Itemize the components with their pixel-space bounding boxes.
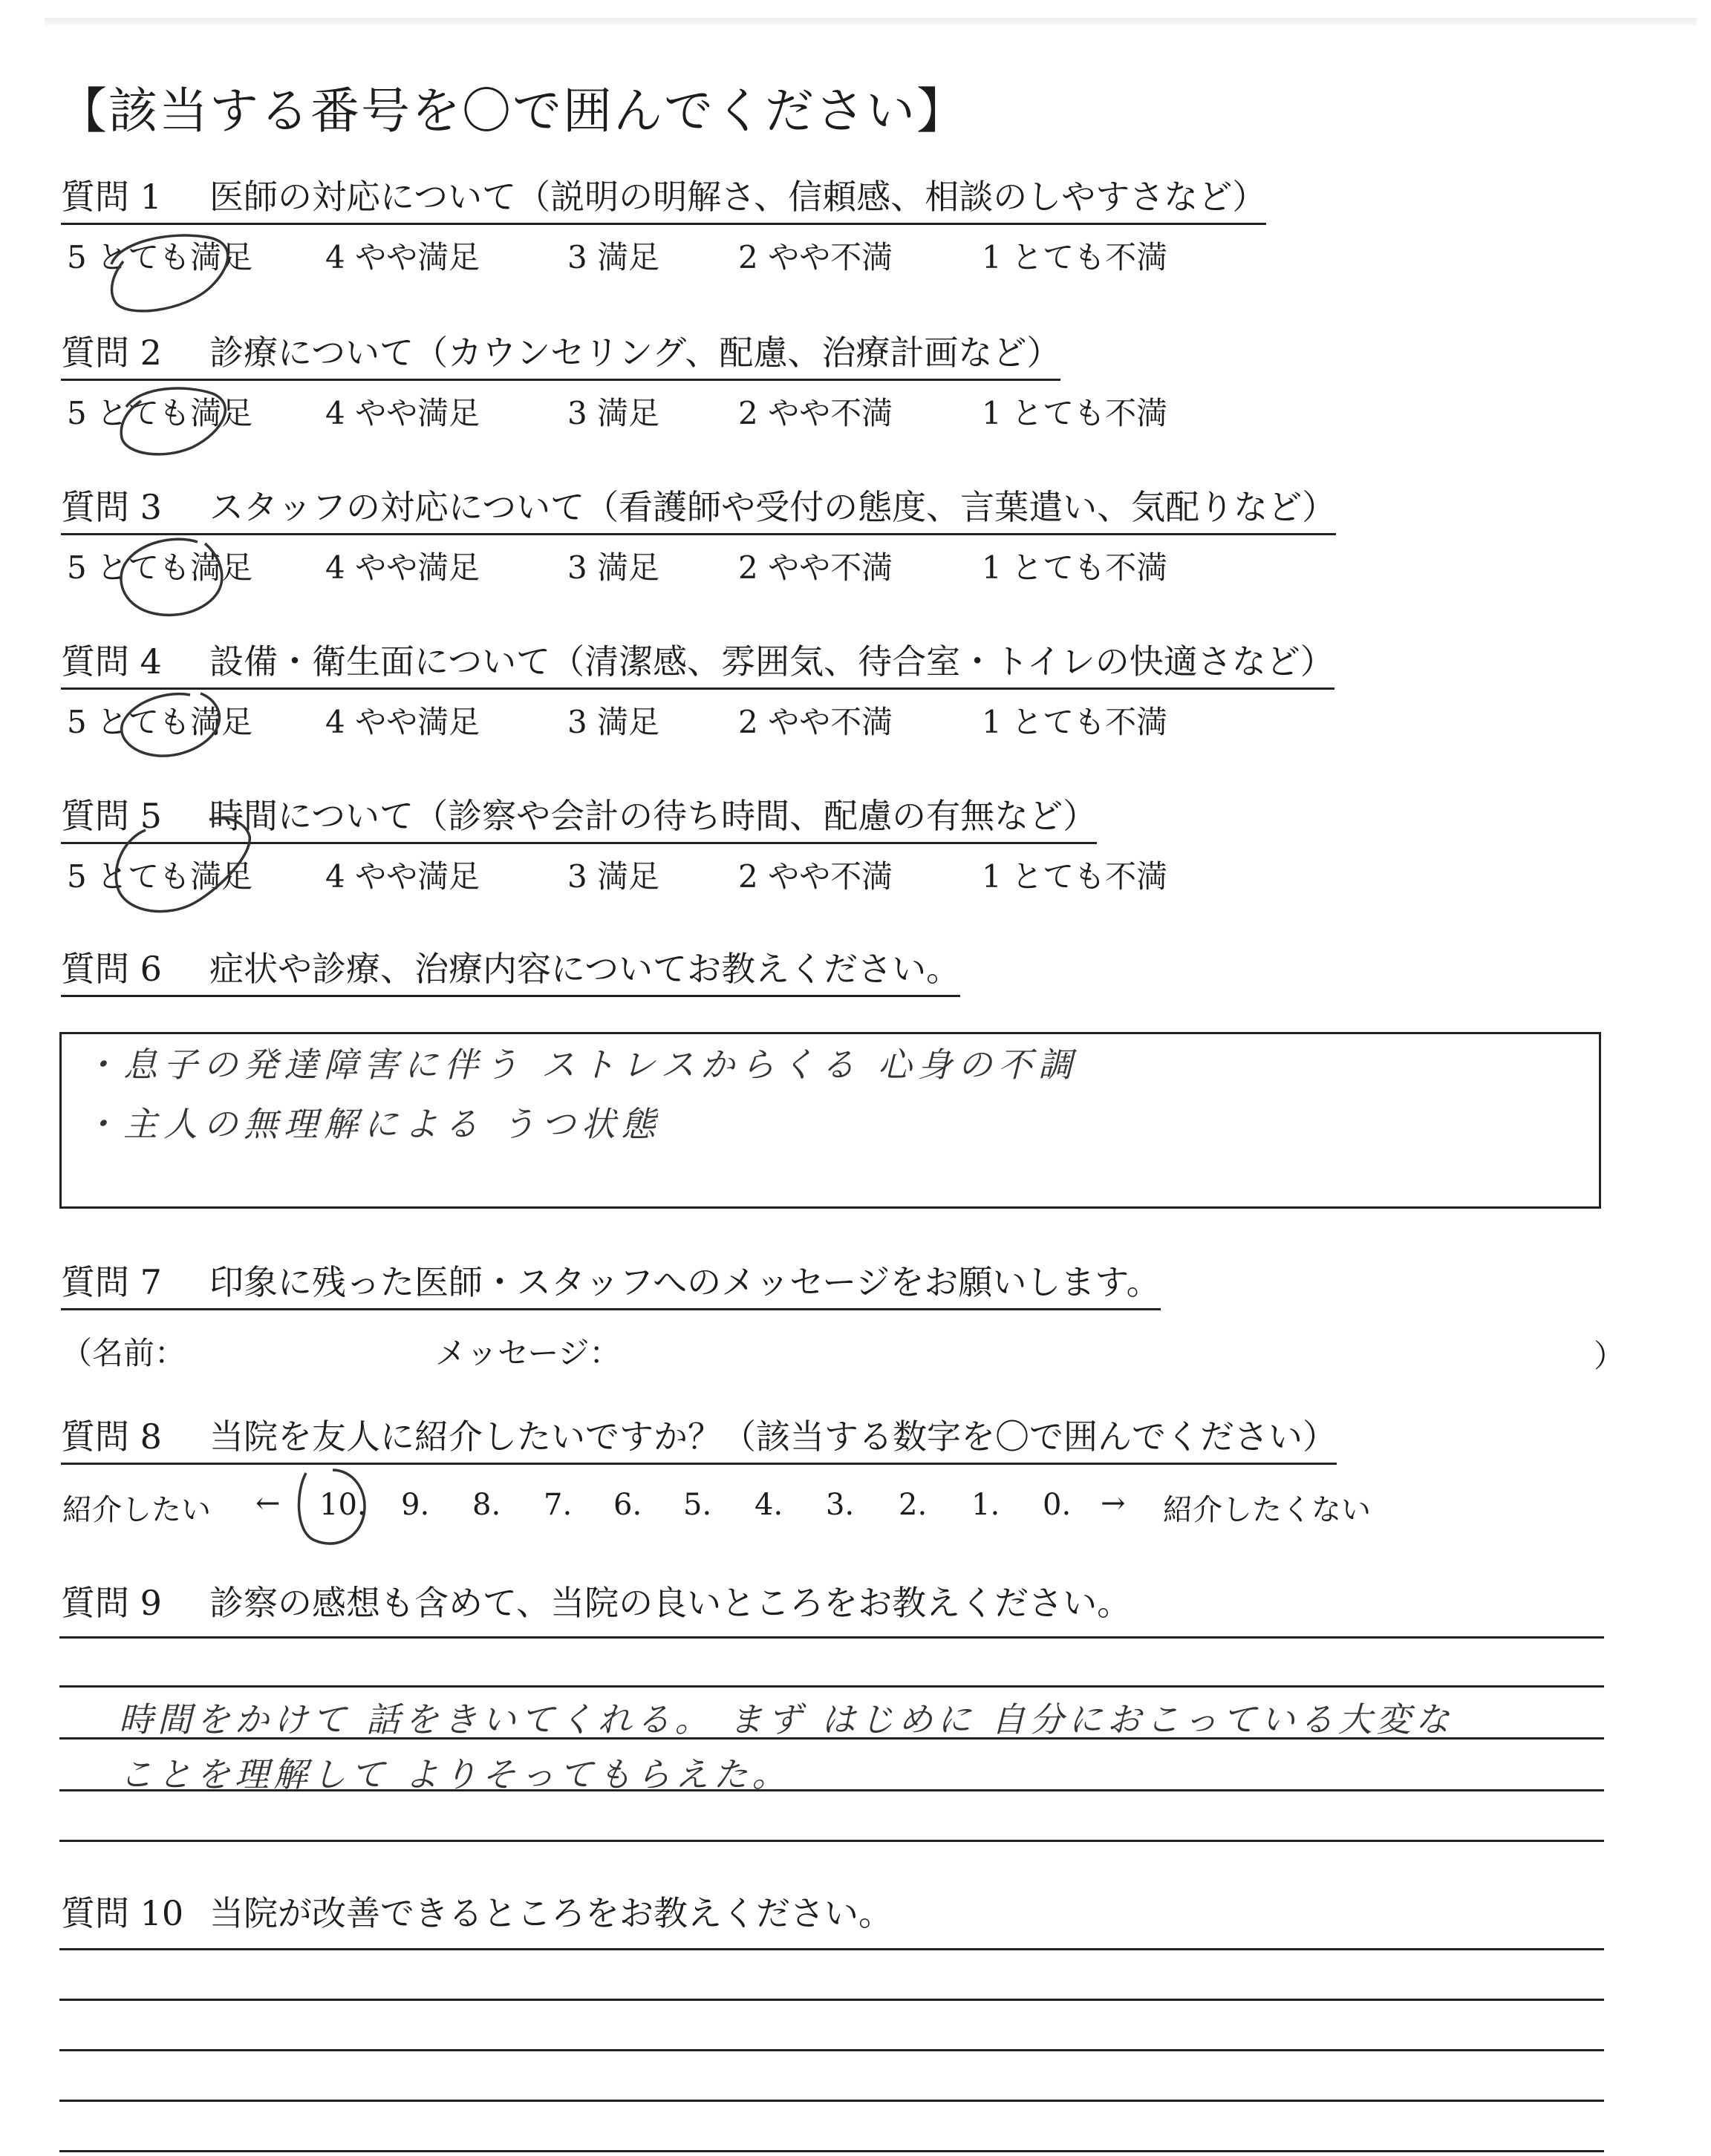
q8-score-6[interactable]: 6. bbox=[613, 1488, 642, 1522]
q8-score-1[interactable]: 1. bbox=[971, 1488, 1000, 1522]
question-number: 質問 2 bbox=[61, 333, 162, 373]
q8-score-7[interactable]: 7. bbox=[544, 1488, 573, 1522]
q8-right-label: 紹介したくない bbox=[1163, 1493, 1371, 1527]
question-text: 当院が改善できるところをお教えください。 bbox=[209, 1893, 893, 1933]
q8-score-9[interactable]: 9. bbox=[401, 1488, 430, 1522]
q1-selection-circle bbox=[111, 235, 228, 311]
q3-option-4[interactable]: 4 やや満足 bbox=[325, 549, 480, 586]
question-number: 質問 5 bbox=[61, 796, 162, 836]
q8-selection-circle bbox=[299, 1470, 365, 1544]
question-number: 質問 1 bbox=[61, 177, 162, 217]
q7-close-paren: ） bbox=[1594, 1338, 1626, 1374]
question-text: 設備・衛生面について（清潔感、雰囲気、待合室・トイレの快適さなど） bbox=[209, 641, 1334, 682]
question-text: 症状や診療、治療内容についてお教えください。 bbox=[209, 949, 961, 989]
q7-message-label: メッセージ： bbox=[435, 1335, 621, 1371]
q8-score-10[interactable]: 10. bbox=[319, 1488, 367, 1522]
q8-left-arrow: ← bbox=[255, 1486, 281, 1520]
q9-answer-line-2: ことを理解して よりそってもらえた。 bbox=[119, 1754, 791, 1794]
q1-option-3[interactable]: 3 満足 bbox=[567, 239, 660, 275]
question-text: 診察の感想も含めて、当院の良いところをお教えください。 bbox=[209, 1583, 1132, 1623]
q3-option-3[interactable]: 3 満足 bbox=[567, 549, 660, 586]
q4-selection-circle bbox=[122, 693, 220, 756]
q8-right-arrow: → bbox=[1101, 1486, 1126, 1520]
question-number: 質問 9 bbox=[61, 1583, 162, 1623]
q2-option-5[interactable]: 5 とても満足 bbox=[67, 395, 253, 431]
q1-option-2[interactable]: 2 やや不満 bbox=[738, 239, 893, 275]
q1-option-1[interactable]: 1 とても不満 bbox=[982, 239, 1168, 275]
q3-option-2[interactable]: 2 やや不満 bbox=[738, 549, 893, 586]
question-text: 当院を友人に紹介したいですか？（該当する数字を〇で囲んでください） bbox=[209, 1417, 1337, 1457]
question-number: 質問 3 bbox=[61, 487, 162, 527]
q5-option-5[interactable]: 5 とても満足 bbox=[67, 858, 253, 895]
q8-score-3[interactable]: 3. bbox=[826, 1488, 855, 1522]
q7-name-label: （名前： bbox=[61, 1335, 186, 1371]
q9-answer-line-1: 時間をかけて 話をきいてくれる。 まず はじめに 自分におこっている大変な bbox=[119, 1699, 1454, 1740]
question-number: 質問 7 bbox=[61, 1262, 162, 1302]
question-text: 診療について（カウンセリング、配慮、治療計画など） bbox=[209, 333, 1061, 373]
q8-score-2[interactable]: 2. bbox=[899, 1488, 928, 1522]
q8-score-0[interactable]: 0. bbox=[1043, 1488, 1072, 1522]
q3-option-5[interactable]: 5 とても満足 bbox=[67, 549, 253, 586]
q1-option-5[interactable]: 5 とても満足 bbox=[67, 239, 253, 275]
q2-selection-circle bbox=[121, 388, 225, 454]
page-heading: 【該当する番号を〇で囲んでください】 bbox=[58, 82, 967, 140]
question-number: 質問 4 bbox=[61, 641, 162, 682]
q8-left-label: 紹介したい bbox=[62, 1493, 211, 1527]
q8-score-4[interactable]: 4. bbox=[755, 1488, 783, 1522]
question-number: 質問 8 bbox=[61, 1417, 162, 1457]
q5-option-2[interactable]: 2 やや不満 bbox=[738, 858, 893, 895]
q5-option-4[interactable]: 4 やや満足 bbox=[325, 858, 480, 895]
q4-option-3[interactable]: 3 満足 bbox=[567, 704, 660, 740]
q1-option-4[interactable]: 4 やや満足 bbox=[325, 239, 480, 275]
q8-score-8[interactable]: 8. bbox=[472, 1488, 501, 1522]
q4-option-1[interactable]: 1 とても不満 bbox=[982, 704, 1168, 740]
q8-score-5[interactable]: 5. bbox=[683, 1488, 712, 1522]
q3-selection-circle bbox=[121, 539, 222, 615]
q2-option-3[interactable]: 3 満足 bbox=[567, 395, 660, 431]
question-text: 印象に残った医師・スタッフへのメッセージをお願いします。 bbox=[209, 1262, 1161, 1302]
q2-option-2[interactable]: 2 やや不満 bbox=[738, 395, 893, 431]
q3-option-1[interactable]: 1 とても不満 bbox=[982, 549, 1168, 586]
q5-option-3[interactable]: 3 満足 bbox=[567, 858, 660, 895]
question-text: 医師の対応について（説明の明解さ、信頼感、相談のしやすさなど） bbox=[209, 177, 1267, 217]
q2-option-1[interactable]: 1 とても不満 bbox=[982, 395, 1168, 431]
q5-option-1[interactable]: 1 とても不満 bbox=[982, 858, 1168, 895]
question-number: 質問 6 bbox=[61, 949, 162, 989]
q4-option-4[interactable]: 4 やや満足 bbox=[325, 704, 480, 740]
question-text: 時間について（診察や会計の待ち時間、配慮の有無など） bbox=[209, 796, 1098, 836]
q6-answer-line-1: ・息子の発達障害に伴う ストレスからくる 心身の不調 bbox=[83, 1045, 1078, 1085]
q2-option-4[interactable]: 4 やや満足 bbox=[325, 395, 480, 431]
question-text: スタッフの対応について（看護師や受付の態度、言葉遣い、気配りなど） bbox=[209, 487, 1337, 527]
q4-option-2[interactable]: 2 やや不満 bbox=[738, 704, 893, 740]
q4-option-5[interactable]: 5 とても満足 bbox=[67, 704, 253, 740]
q6-answer-line-2: ・主人の無理解による うつ状態 bbox=[83, 1104, 662, 1144]
q5-selection-circle bbox=[116, 818, 250, 912]
question-number: 質問 10 bbox=[61, 1893, 184, 1933]
